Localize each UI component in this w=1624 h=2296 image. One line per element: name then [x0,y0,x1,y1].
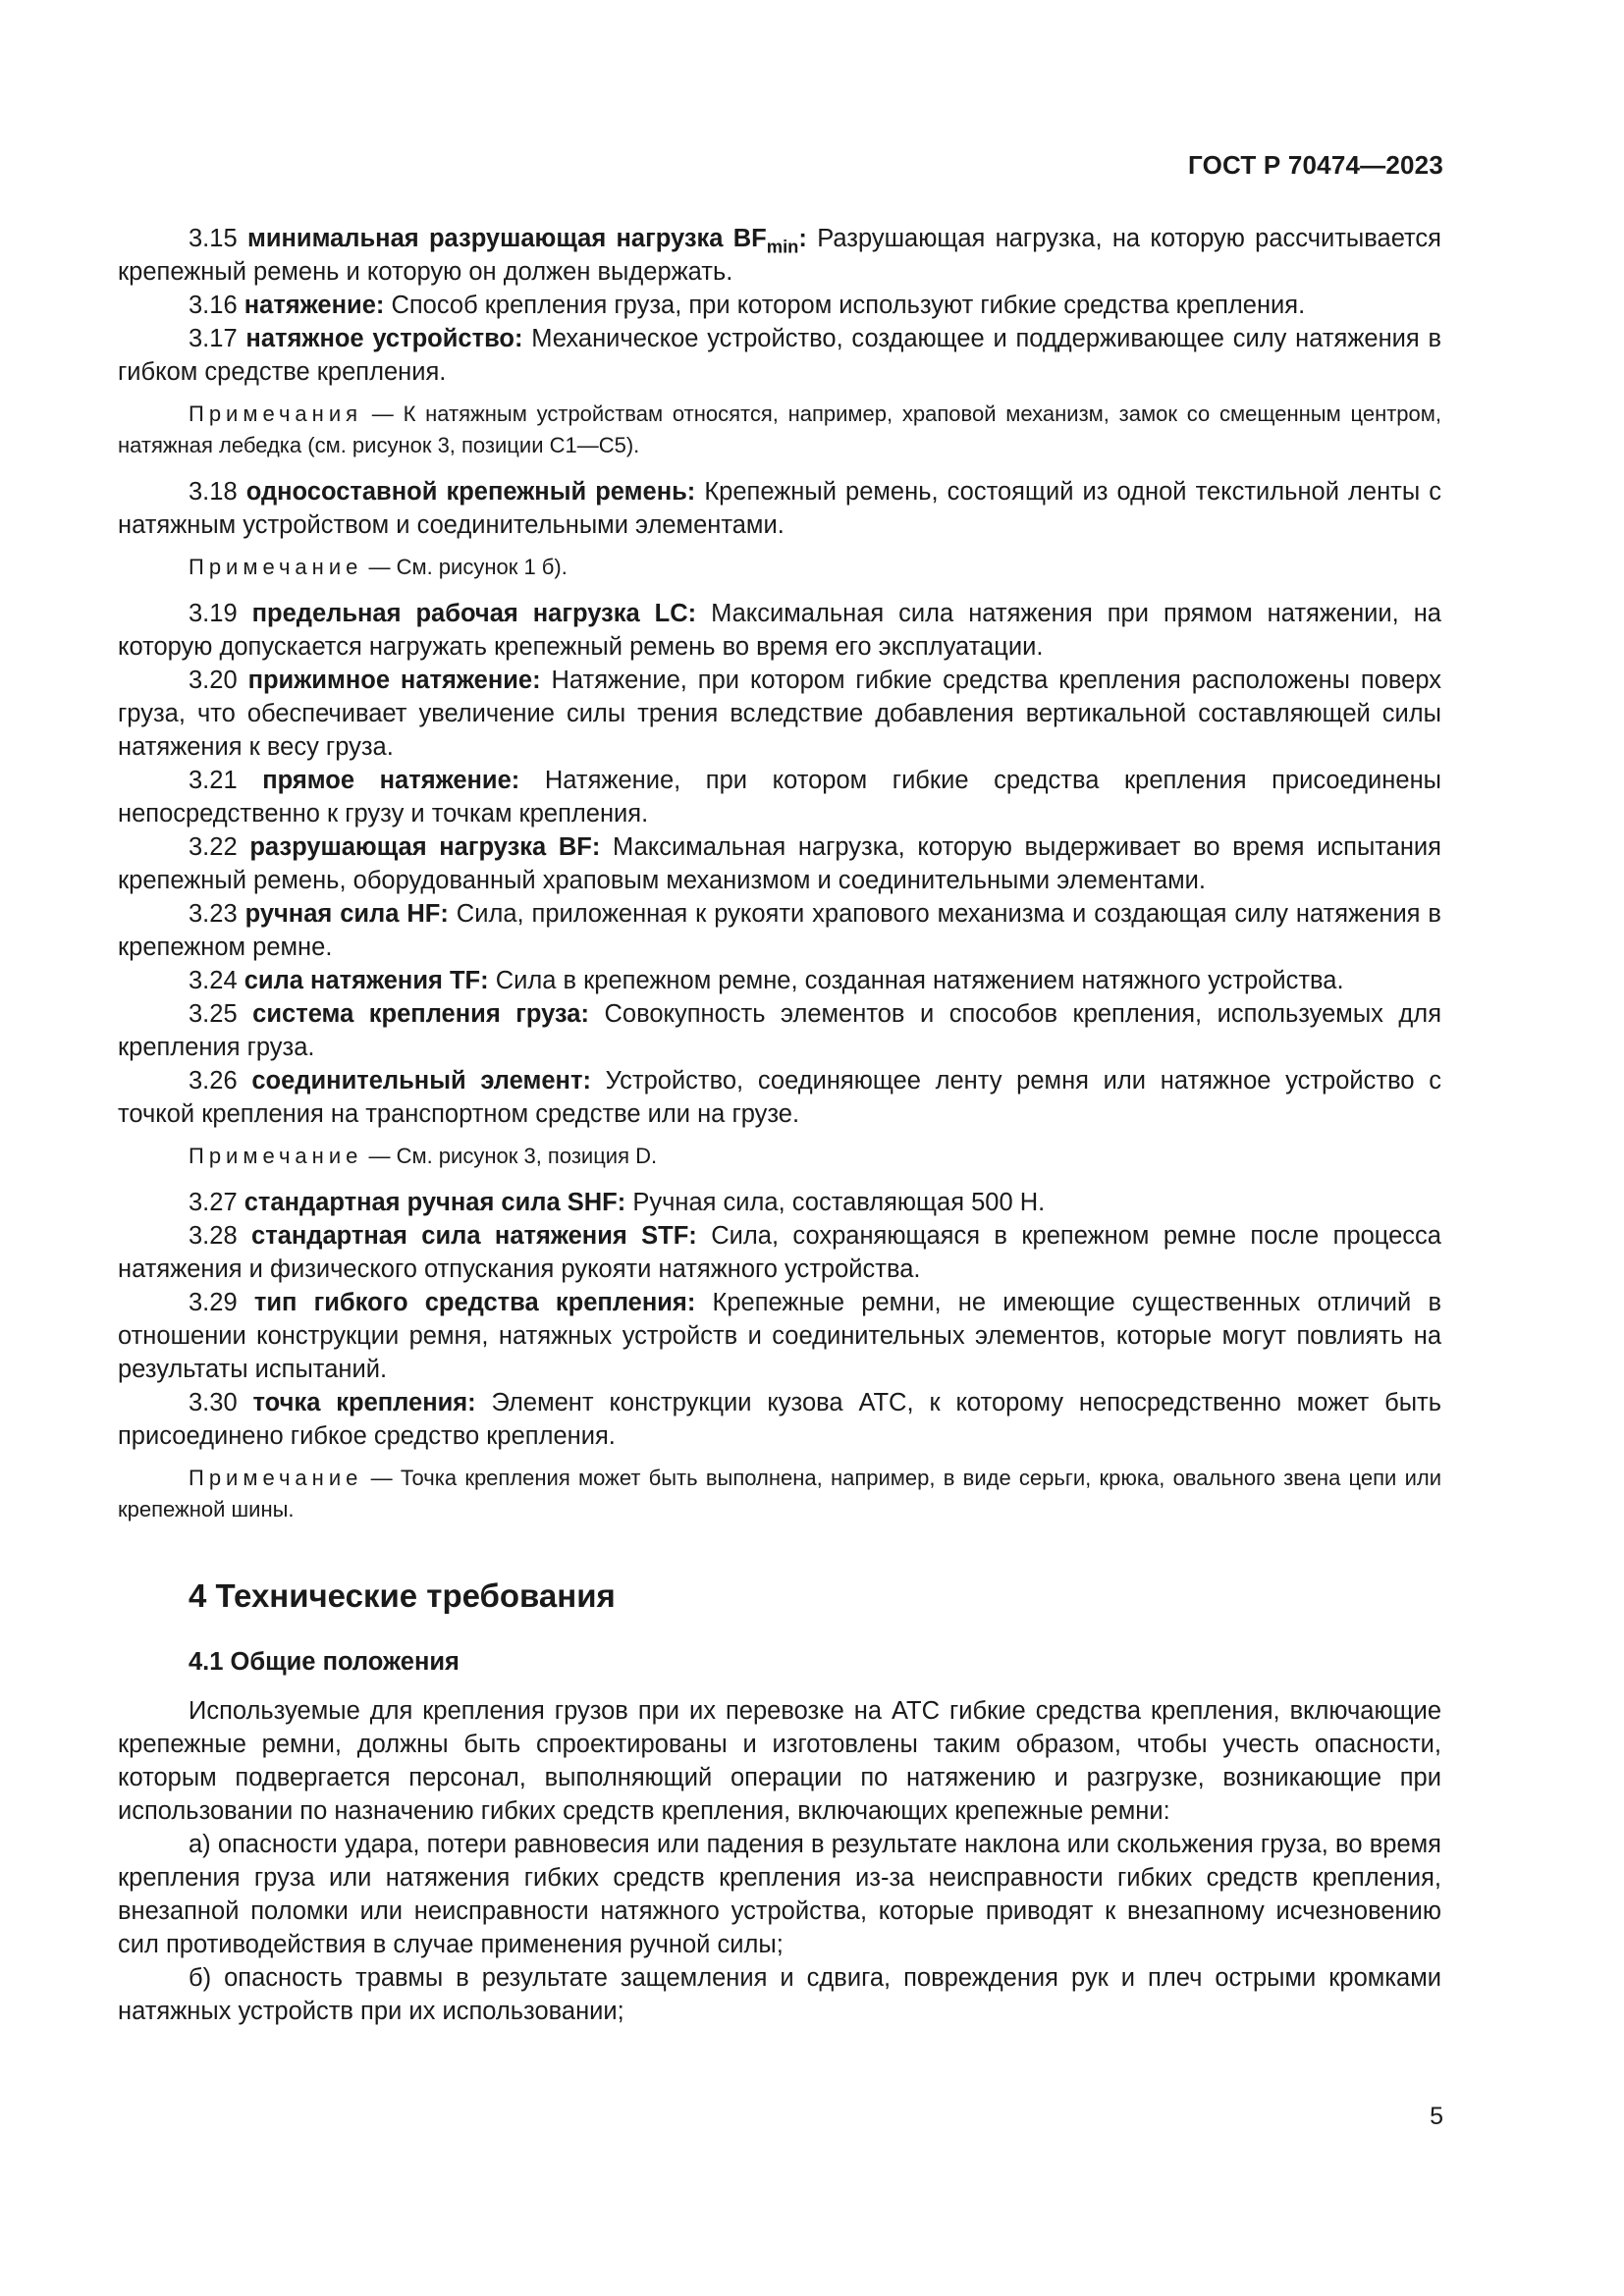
subsection-heading: 4.1 Общие положения [189,1648,460,1676]
section-heading: 4 Технические требования [189,1577,616,1614]
term-name: стандартная ручная сила SHF: [244,1189,626,1216]
term-name: стандартная сила натяжения STF: [251,1222,697,1250]
term-name: минимальная разрушающая нагрузка $BF_{min}$: [246,225,807,257]
note: Примечание — См. рисунок 3, позиция D. [189,1144,658,1168]
term-3-28: 3.28 стандартная сила натяжения STF: Сила, сохраняющаяся в крепежном ремне после процесса натяжения и физического отпускания рукояти натяжного устройства. [118,1222,1441,1283]
term-3-30: 3.30 точка крепления: Элемент конструкции кузова АТС, к которому непосредственно может быть присоединено гибкое средство крепления. [118,1389,1441,1450]
term-name: система крепления груза: [252,1000,589,1028]
list-item: а) опасности удара, потери равновесия или падения в результате наклона или скольжения груза, во время крепления груза или натяжения гибких средств крепления из-за неисправности гибких средств крепления, внезапной поломки или неисправности натяжного устройства, которые приводят к внезапному исчезновению сил противодействия в случае применения ручной силы; [118,1831,1441,1958]
term-name: предельная рабочая нагрузка LC: [251,600,697,627]
term-name: тип гибкого средства крепления: [253,1289,696,1316]
term-3-17: 3.17 натяжное устройство: Механическое устройство, создающее и поддерживающее силу натяжения в гибком средстве крепления. [118,325,1442,386]
term-3-16: 3.16 натяжение: Способ крепления груза, при котором используют гибкие средства крепления. [189,292,1306,319]
term-3-20: 3.20 прижимное натяжение: Натяжение, при котором гибкие средства крепления расположены поверх груза, что обеспечивает увеличение силы трения вследствие добавления вертикальной составляющей силы натяжения к весу груза. [118,667,1442,761]
term-name: натяжение: [244,292,385,319]
term-3-23: 3.23 ручная сила HF: Сила, приложенная к рукояти храпового механизма и создающая силу натяжения в крепежном ремне. [118,900,1441,961]
term-3-25: 3.25 система крепления груза: Совокупность элементов и способов крепления, используемых для крепления груза. [118,1000,1441,1061]
page-number: 5 [1430,2103,1443,2130]
term-name: односоставной крепежный ремень: [245,478,696,506]
paragraph: Используемые для крепления грузов при их перевозке на АТС гибкие средства крепления, включающие крепежные ремни, должны быть спроектированы и изготовлены таким образом, чтобы учесть опасности, которым подвергается персонал, выполняющий операции по натяжению и разгрузке, возникающие при использовании по назначению гибких средств крепления, включающих крепежные ремни: [118,1697,1441,1825]
list-item: б) опасность травмы в результате защемления и сдвига, повреждения рук и плеч острыми кромками натяжных устройств при их использовании; [118,1964,1441,2025]
document-id-header: ГОСТ Р 70474—2023 [1188,150,1443,180]
note: Примечание — Точка крепления может быть выполнена, например, в виде серьги, крюка, овального звена цепи или крепежной шины. [118,1466,1441,1522]
note: Примечание — См. рисунок 1 б). [189,555,568,579]
term-name: соединительный элемент: [251,1067,591,1095]
term-3-29: 3.29 тип гибкого средства крепления: Крепежные ремни, не имеющие существенных отличий в отношении конструкции ремня, натяжных устройств и соединительных элементов, которые могут повлиять на результаты испытаний. [118,1289,1441,1383]
term-name: прямое натяжение: [262,767,520,794]
term-3-27: 3.27 стандартная ручная сила SHF: Ручная сила, составляющая 500 Н. [189,1189,1046,1216]
term-name: ручная сила HF: [244,900,449,928]
term-3-26: 3.26 соединительный элемент: Устройство, соединяющее ленту ремня или натяжное устройство с точкой крепления на транспортном средстве или на грузе. [118,1067,1441,1128]
term-name: разрушающая нагрузка BF: [249,833,601,861]
term-name: прижимное натяжение: [247,667,541,694]
term-3-21: 3.21 прямое натяжение: Натяжение, при котором гибкие средства крепления присоединены непосредственно к грузу и точкам крепления. [118,767,1441,828]
note: Примечания — К натяжным устройствам относятся, например, храповой механизм, замок со смещенным центром, натяжная лебедка (см. рисунок 3, позиции C1—C5). [118,401,1441,457]
term-3-19: 3.19 предельная рабочая нагрузка LC: Максимальная сила натяжения при прямом натяжении, на которую допускается нагружать крепежный ремень во время его эксплуатации. [118,600,1441,661]
term-name: натяжное устройство: [245,325,523,352]
term-name: сила натяжения TF: [244,967,489,994]
term-name: точка крепления: [252,1389,476,1416]
page-content [118,222,1441,2028]
term-3-22: 3.22 разрушающая нагрузка BF: Максимальная нагрузка, которую выдерживает во время испытания крепежный ремень, оборудованный храповым механизмом и соединительными элементами. [118,833,1441,894]
term-3-18: 3.18 односоставной крепежный ремень: Крепежный ремень, состоящий из одной текстильной ленты с натяжным устройством и соединительными элементами. [118,478,1441,539]
term-3-15: 3.15 минимальная разрушающая нагрузка $BF_{min}$: Разрушающая нагрузка, на которую рассчитывается крепежный ремень и которую он должен выдержать. [118,225,1441,286]
term-3-24: 3.24 сила натяжения TF: Сила в крепежном ремне, созданная натяжением натяжного устройства. [189,967,1344,994]
